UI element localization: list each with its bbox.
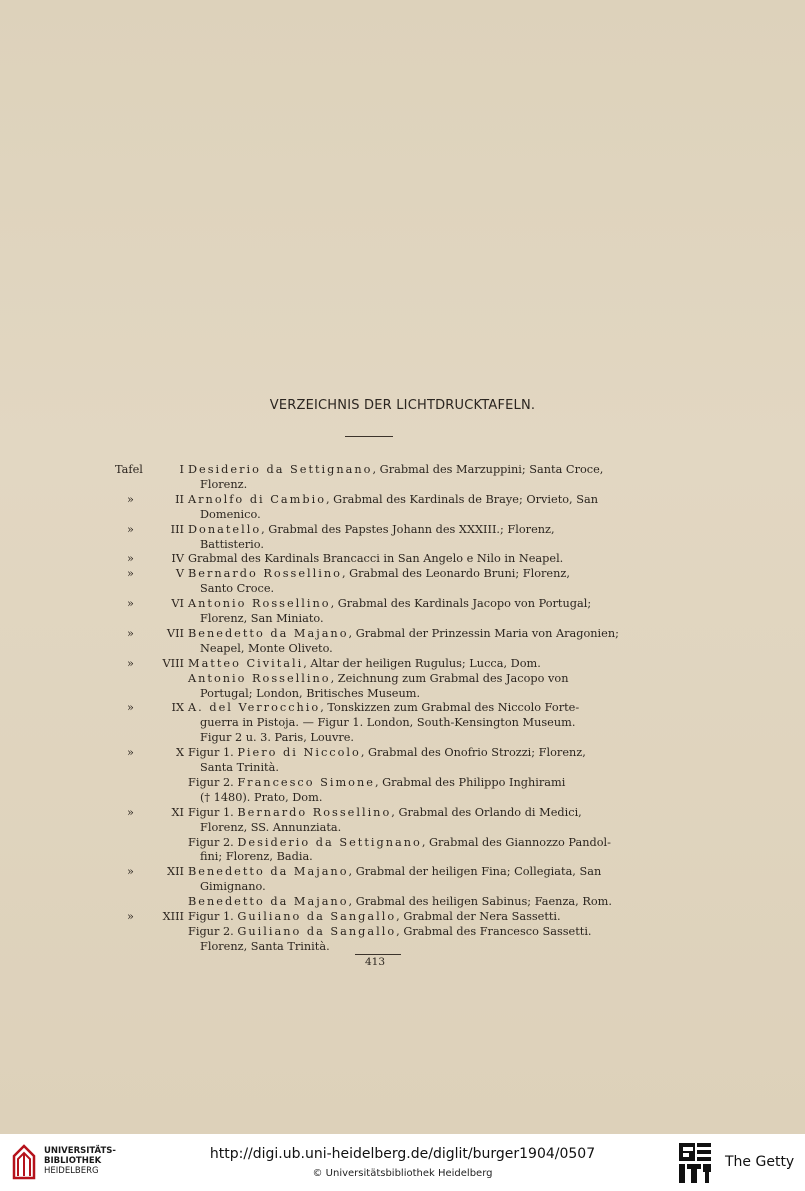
ditto-mark: » <box>127 865 134 879</box>
plate-description: , Grabmal des Kardinals de Braye; Orvieto, San <box>326 492 598 506</box>
plate-description: , Grabmal des Francesco Sassetti. <box>396 924 592 938</box>
plate-description: , Grabmal des Orlando di Medici, <box>391 805 582 819</box>
artist-name: Benedetto da Majano <box>188 895 349 909</box>
plate-description: Grabmal des Kardinals Brancacci in San Angelo e Nilo in Neapel. <box>188 552 564 566</box>
artist-name: Matteo Civitali <box>188 656 304 670</box>
plate-number: VI <box>171 597 184 611</box>
copyright-notice: © Universitätsbibliothek Heidelberg <box>312 1168 493 1179</box>
figure-prefix: Figur 2. <box>188 924 238 938</box>
plate-entry-line <box>188 672 569 686</box>
plate-description: , Grabmal des Giannozzo Pandol- <box>421 835 611 849</box>
library-name-line2: BIBLIOTHEK <box>44 1156 102 1166</box>
plate-entry-line <box>188 567 570 581</box>
plate-number: III <box>170 522 184 536</box>
artist-name: A. del Verrocchio <box>188 701 321 715</box>
ditto-mark: » <box>127 746 134 760</box>
plate-description: , Grabmal des heiligen Sabinus; Faenza, Rom. <box>348 895 612 909</box>
plate-entry-line <box>188 925 592 939</box>
plate-description: , Grabmal der Prinzessin Maria von Aragonien; <box>348 626 619 640</box>
plate-entry-line <box>200 478 247 492</box>
plate-description: , Altar der heiligen Rugulus; Lucca, Dom. <box>303 656 541 670</box>
plate-description: († 1480). Prato, Dom. <box>200 790 323 804</box>
plate-description: Gimignano. <box>200 880 266 894</box>
plate-description: Florenz. <box>200 477 248 491</box>
plate-description: Figur 2 u. 3. Paris, Louvre. <box>200 731 355 745</box>
figure-prefix: Figur 1. <box>188 746 238 760</box>
ditto-mark: » <box>127 701 134 715</box>
ditto-mark: » <box>127 522 134 536</box>
artist-name: Bernardo Rossellino <box>188 567 342 581</box>
plate-entry-line <box>188 776 565 790</box>
figure-prefix: Figur 1. <box>188 805 238 819</box>
plate-description: , Grabmal der Nera Sassetti. <box>396 910 561 923</box>
plate-entry-line <box>200 508 261 522</box>
artist-name: Antonio Rossellino <box>188 671 331 685</box>
artist-name: Donatello <box>188 522 262 536</box>
artist-name: Francesco Simone <box>237 775 375 789</box>
plate-entry-line <box>200 538 264 552</box>
plate-entry-line <box>188 463 603 477</box>
ditto-mark: » <box>127 656 134 670</box>
title-rule <box>345 436 393 437</box>
plate-entry-line <box>200 731 354 745</box>
plate-description: , Grabmal des Kardinals Jacopo von Portugal; <box>330 597 592 611</box>
artist-name: Guiliano da Sangallo <box>237 910 397 923</box>
plate-description: , Grabmal des Philippo Inghirami <box>374 775 566 789</box>
plate-description: , Grabmal des Leonardo Bruni; Florenz, <box>341 567 570 581</box>
plate-entry-line <box>200 821 341 835</box>
artist-name: Benedetto da Majano <box>188 865 349 879</box>
tafel-label: Tafel <box>115 463 143 476</box>
footer-bar <box>0 1134 805 1191</box>
plate-description: Battisterio. <box>200 537 264 551</box>
plate-description: guerra in Pistoja. — Figur 1. London, South-Kensington Museum. <box>200 716 576 730</box>
plate-entry-line <box>188 806 582 820</box>
ditto-mark: » <box>127 567 134 581</box>
plate-description: , Grabmal des Onofrio Strozzi; Florenz, <box>360 746 586 760</box>
plate-description: , Grabmal der heiligen Fina; Collegiata, San <box>348 865 602 879</box>
ditto-mark: » <box>127 626 134 640</box>
artist-name: Bernardo Rossellino <box>237 805 392 819</box>
page-title: VERZEICHNIS DER LICHTDRUCKTAFELN. <box>269 398 536 413</box>
plate-entry-line <box>200 761 279 775</box>
figure-prefix: Figur 1. <box>188 910 238 923</box>
plate-entry-line <box>200 880 266 894</box>
plate-entry-line <box>188 657 541 671</box>
plate-description: , Tonskizzen zum Grabmal des Niccolo Forte- <box>320 701 580 715</box>
plate-entry-line <box>200 612 324 626</box>
artist-name: Desiderio da Settignano <box>188 463 373 476</box>
sponsor-name: The Getty <box>725 1154 795 1170</box>
plate-entry-line <box>188 493 598 507</box>
plate-entry-line <box>200 791 322 805</box>
plate-description: Neapel, Monte Oliveto. <box>200 641 333 655</box>
plate-entry-line <box>200 582 274 596</box>
plate-number: IX <box>171 701 184 715</box>
artist-name: Piero di Niccolo <box>237 746 361 760</box>
plate-number: V <box>175 567 184 581</box>
plate-entry-line <box>188 895 612 909</box>
artist-name: Antonio Rossellino <box>188 597 331 611</box>
plate-description: fini; Florenz, Badia. <box>200 850 313 864</box>
plate-description: , Grabmal des Papstes Johann des XXXIII.; Florenz, <box>261 522 555 536</box>
figure-prefix: Figur 2. <box>188 835 238 849</box>
ditto-mark: » <box>127 492 134 506</box>
library-name-line1: UNIVERSITÄTS- <box>44 1146 116 1156</box>
plate-description: , Zeichnung zum Grabmal des Jacopo von <box>330 671 569 685</box>
ditto-mark: » <box>127 552 134 566</box>
plate-number: XI <box>171 805 184 819</box>
plate-entry-line <box>188 597 591 611</box>
permalink-url[interactable]: http://digi.ub.uni-heidelberg.de/diglit/burger1904/0507 <box>209 1146 596 1162</box>
plate-description: Florenz, Santa Trinità. <box>200 939 330 953</box>
plate-entry-line <box>200 687 420 701</box>
plate-entry-line <box>188 552 563 566</box>
getty-logo-icon[interactable] <box>677 1141 713 1185</box>
artist-name: Desiderio da Settignano <box>237 835 422 849</box>
plate-entry-line <box>188 865 601 879</box>
plate-number: X <box>175 746 184 760</box>
page-number-rule <box>355 954 401 955</box>
plate-description: Santa Trinità. <box>200 761 279 774</box>
plate-number: VII <box>166 626 184 640</box>
artist-name: Guiliano da Sangallo <box>237 924 397 938</box>
plate-entry-line <box>200 716 575 730</box>
plate-number: XII <box>167 865 184 879</box>
plate-number: VIII <box>162 656 184 670</box>
plate-description: Santo Croce. <box>200 582 275 596</box>
plate-number: IV <box>171 552 184 566</box>
plate-number: II <box>175 492 184 506</box>
library-name-line3: HEIDELBERG <box>44 1166 99 1176</box>
figure-prefix: Figur 2. <box>188 775 238 789</box>
ditto-mark: » <box>127 805 134 819</box>
plate-description: , Grabmal des Marzuppini; Santa Croce, <box>372 463 604 476</box>
plate-number: XIII <box>162 910 184 923</box>
plate-entry-line <box>200 642 333 656</box>
plate-entry-line <box>188 746 586 760</box>
artist-name: Arnolfo di Cambio <box>188 492 326 506</box>
plate-entry-line <box>188 627 619 641</box>
plate-entry-line <box>188 836 611 850</box>
page-number: 413 <box>365 956 386 968</box>
plate-number: I <box>179 463 184 476</box>
ditto-mark: » <box>127 597 134 611</box>
plate-entry-line <box>200 940 330 954</box>
plate-description: Florenz, SS. Annunziata. <box>200 820 342 834</box>
plate-entry-line <box>200 850 313 864</box>
ditto-mark: » <box>127 910 134 923</box>
plate-description: Florenz, San Miniato. <box>200 612 324 625</box>
plate-entry-line <box>188 701 579 715</box>
plate-entry-line <box>188 910 561 924</box>
plate-description: Domenico. <box>200 507 261 521</box>
artist-name: Benedetto da Majano <box>188 626 349 640</box>
plate-entry-line <box>188 523 555 537</box>
plate-description: Portugal; London, Britisches Museum. <box>200 686 421 700</box>
